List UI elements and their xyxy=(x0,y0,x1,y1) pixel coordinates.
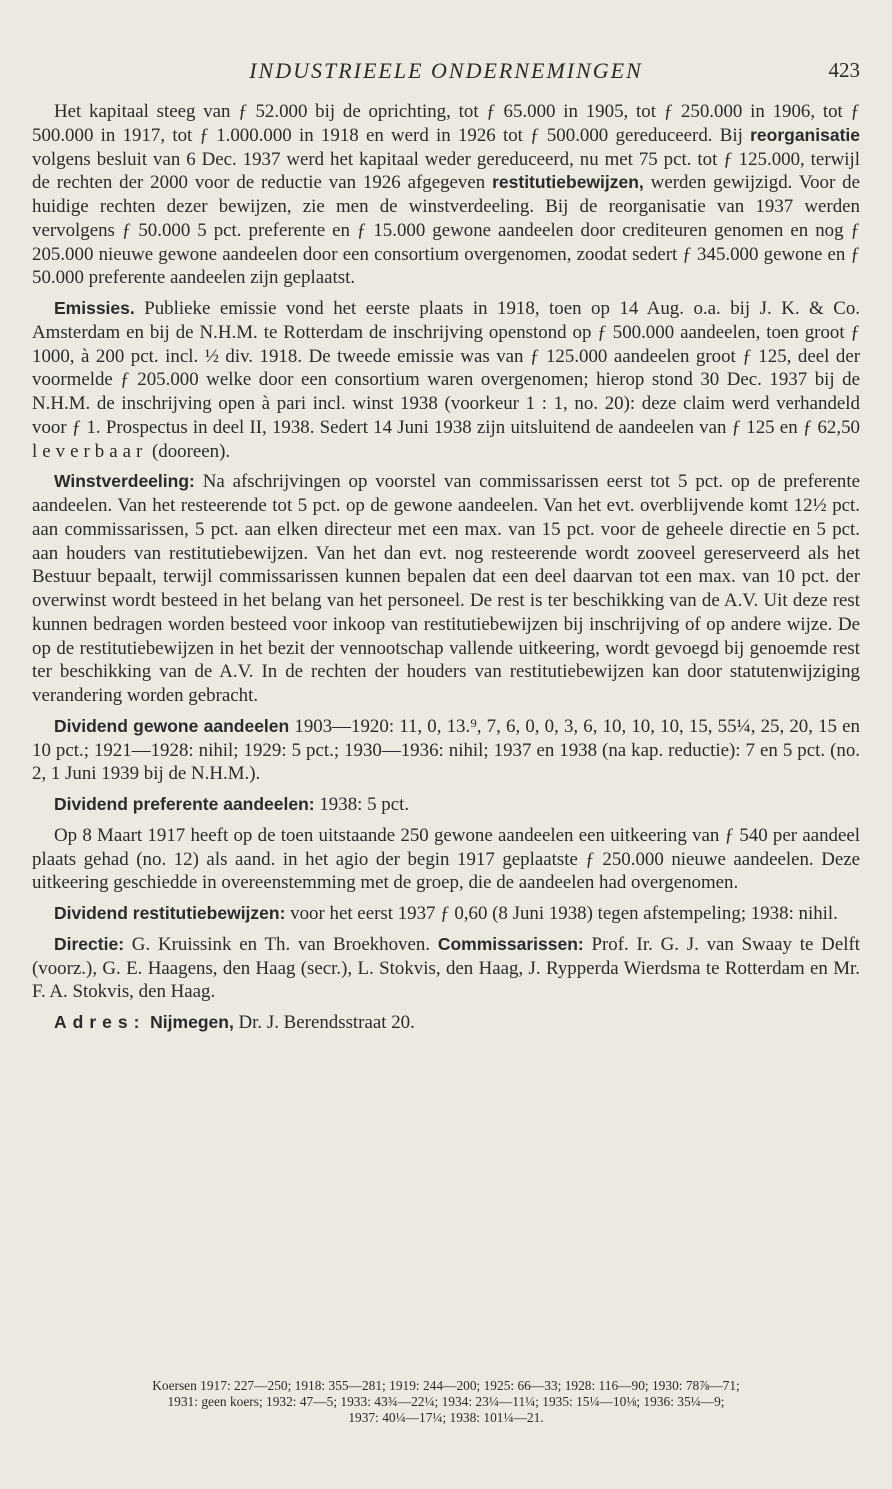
bold-term: reorganisatie xyxy=(750,124,860,145)
section-heading: Commissarissen: xyxy=(437,933,584,954)
text-run: volgens besluit van 6 Dec. 1937 werd het kapitaal weder gereduceerd, nu met 75 pct. tot ƒ 125.000, terwijl de rechten der 2000 voor de reductie van 1926 afgegeven xyxy=(32,148,860,194)
paragraph-dividend-gewone xyxy=(32,715,860,786)
section-heading: Dividend preferente aandeelen: xyxy=(54,794,315,814)
paragraph-winstverdeeling xyxy=(32,470,860,708)
paragraph-dividend-preferente xyxy=(32,793,860,817)
paragraph-dividend-restitutie xyxy=(32,902,860,926)
section-heading: Dividend gewone aandeelen xyxy=(54,715,290,736)
koersen-line: Koersen 1917: 227—250; 1918: 355—281; 1919: 244—200; 1925: 66—33; 1928: 116—90; 1930: 78⅞—71; xyxy=(152,1378,740,1393)
page-header xyxy=(32,58,860,88)
paragraph-emissies xyxy=(32,297,860,463)
section-heading: Dividend restitutiebewijzen: xyxy=(54,903,286,923)
running-title: INDUSTRIEELE ONDERNEMINGEN xyxy=(249,58,643,83)
text-run: voor het eerst 1937 ƒ 0,60 (8 Juni 1938) tegen afstempeling; 1938: nihil. xyxy=(285,903,838,924)
koersen-line: 1931: geen koers; 1932: 47—5; 1933: 43¾—22¼; 1934: 23¼—11¼; 1935: 15¼—10⅛; 1936: 35¼—9; xyxy=(167,1394,725,1409)
koersen-line: 1937: 40¼—17¼; 1938: 101¼—21. xyxy=(348,1410,544,1425)
section-heading: Emissies. xyxy=(54,298,135,318)
section-heading: Adres: xyxy=(54,1012,146,1032)
bold-term: Nijmegen, xyxy=(150,1012,234,1032)
text-run: werden gewijzigd. Voor de huidige rechten dezer bewijzen, zie men de winstverdeeling. Bij de reorganisatie van 1937 werden vervolgens ƒ 50.000 5 pct. preferente en ƒ 15.000 gewone aandeelen door crediteuren genomen en nog ƒ 205.000 nieuwe gewone aandeelen door een consortium overgenomen, zoodat sedert ƒ 345.000 gewone en ƒ 50.000 preferente aandeelen zijn geplaatst. xyxy=(32,172,861,289)
paragraph-adres xyxy=(32,1011,860,1035)
text-run: Op 8 Maart 1917 heeft op de toen uitstaande 250 gewone aandeelen een uitkeering van ƒ 540 per aandeel plaats gehad (no. 12) als aand. in het agio der begin 1917 geplaatste ƒ 250.000 nieuwe aandeelen. Deze uitkeering geschiedde in overeenstemming met de groep, die de aandeelen had overgenomen. xyxy=(32,824,860,894)
text-run: Dr. J. Berendsstraat 20. xyxy=(233,1012,415,1033)
text-run: Publieke emissie vond het eerste plaats in 1918, toen op 14 Aug. o.a. bij J. K. & Co. Amsterdam en bij de N.H.M. te Rotterdam de inschrijving openstond op ƒ 500.000 aandeelen, toen groot ƒ 1000, à 200 pct. incl. ½ div. 1918. De tweede emissie was van ƒ 125.000 aandeelen groot ƒ 125, deel der voormelde ƒ 205.000 welke door een consortium waren overgenomen; hierop stond 30 Dec. 1937 bij de N.H.M. de inschrijving open à pari incl. winst 1938 (voorkeur 1 : 1, no. 20): deze claim werd verhandeld voor ƒ 1. Prospectus in deel II, 1938. Sedert 14 Juni 1938 zijn uitsluitend de aandeelen van ƒ 125 en ƒ 62,50 xyxy=(32,298,860,438)
section-heading: Winstverdeeling: xyxy=(54,471,195,492)
page-number: 423 xyxy=(828,58,860,82)
text-run: G. Kruissink en Th. van Broekhoven. xyxy=(124,933,438,955)
paragraph-kapitaal xyxy=(32,100,860,290)
text-run: (dooreen). xyxy=(147,440,231,462)
koersen-footnote xyxy=(32,1378,860,1426)
spaced-term: leverbaar xyxy=(32,440,148,462)
text-run: Na afschrijvingen op voorstel van commissarissen eerst tot 5 pct. op de preferente aandeelen. Van het resteerende tot 5 pct. op de gewone aandeelen. Van het evt. overblijvende komt 12½ pct. aan commissarissen, 5 pct. aan elken directeur met een max. van 15 pct. voor de geheele directie en 5 pct. aan houders van restitutiebewijzen. Van het dan evt. nog resteerende wordt zooveel gereserveerd als het Bestuur bepaalt, terwijl commissarissen kunnen bepalen dat een deel daarvan tot een max. van 10 pct. der overwinst wordt besteed in het belang van het personeel. De rest is ter beschikking van de A.V. Uit deze rest kunnen bedragen worden besteed voor inkoop van restitutiebewijzen bij inschrijving of op andere wijze. De op de restitutiebewijzen in het bezit der vennootschap vallende uitkeering, wordt gevoegd bij genoemde rest ter beschikking van de A.V. In de rechten der houders van restitutiebewijzen kan door statutenwijziging verandering worden gebracht. xyxy=(32,471,860,706)
page-body xyxy=(32,100,860,1042)
paragraph-directie xyxy=(32,933,860,1004)
text-run: Prof. Ir. G. J. van Swaay te Delft (voorz.), G. E. Haagens, den Haag (secr.), L. Stokvis, den Haag, J. Rypperda Wierdsma te Rotterdam en Mr. F. A. Stokvis, den Haag. xyxy=(32,933,860,1003)
paragraph-uitkeering xyxy=(32,824,860,895)
section-heading: Directie: xyxy=(54,933,125,954)
text-run: Het kapitaal steeg van ƒ 52.000 bij de oprichting, tot ƒ 65.000 in 1905, tot ƒ 250.000 in 1906, tot ƒ 500.000 in 1917, tot ƒ 1.000.000 in 1918 en werd in 1926 tot ƒ 500.000 gereduceerd. Bij xyxy=(32,101,860,146)
text-run: 1903—1920: 11, 0, 13.⁹, 7, 6, 0, 0, 3, 6, 10, 10, 10, 15, 55¼, 25, 20, 15 en 10 pct.; 1921—1928: nihil; 1929: 5 pct.; 1930—1936: nihil; 1937 en 1938 (na kap. reductie): 7 en 5 pct. (no. 2, 1 Juni 1939 bij de N.H.M.). xyxy=(32,715,860,785)
bold-term: restitutiebewijzen, xyxy=(492,172,644,193)
text-run: 1938: 5 pct. xyxy=(314,794,410,815)
